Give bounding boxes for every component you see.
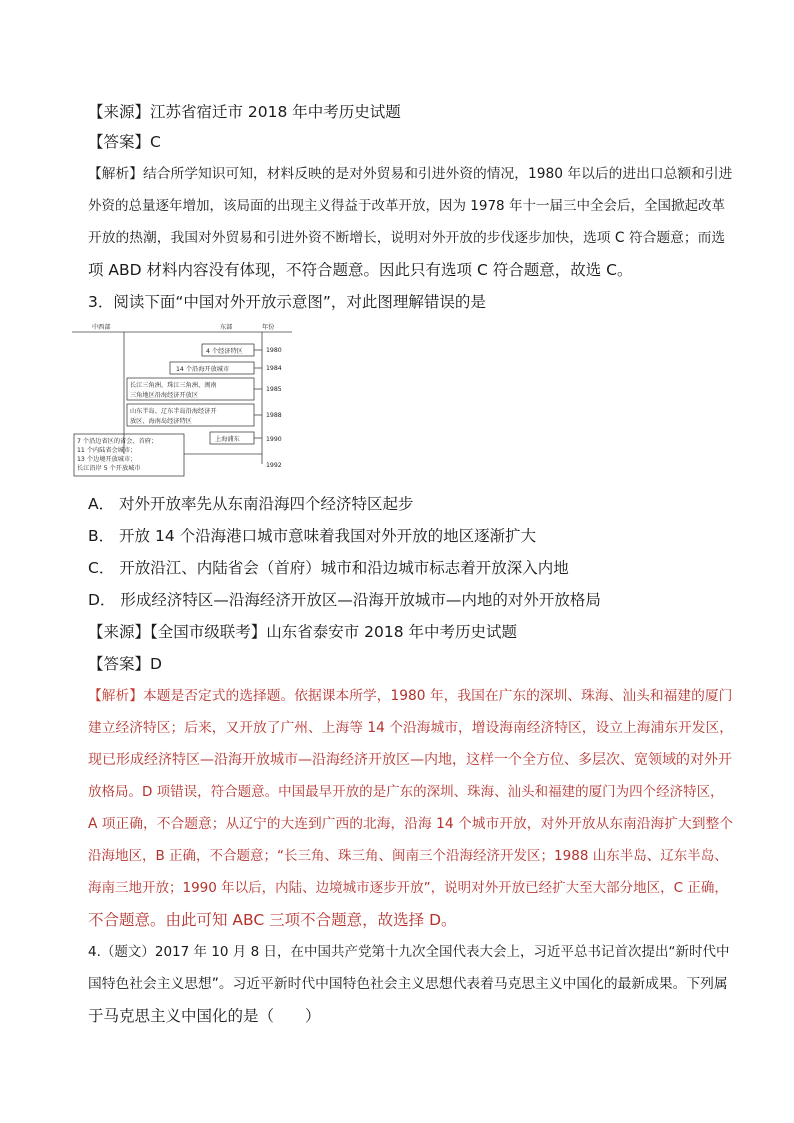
q2-analysis-text-1: 结合所学知识可知，材料反映的是对外贸易和引进外资的情况，1980 年以后的进出口总额和引进 (143, 166, 733, 182)
box-4-zones-label: 4 个经济特区 (206, 348, 243, 355)
year-1992: 1992 (266, 462, 282, 469)
q3-answer: 【答案】D (88, 655, 162, 673)
q3-stem: 3．阅读下面“中国对外开放示意图”，对此图理解错误的是 (88, 293, 486, 311)
box-1985-line-2: 三角地区沿海经济开放区 (130, 392, 199, 399)
q3-option-c: C． 开放沿江、内陆省会（首府）城市和沿边城市标志着开放深入内地 (88, 559, 569, 577)
q2-source: 【来源】江苏省宿迁市 2018 年中考历史试题 (88, 103, 401, 121)
year-1984: 1984 (266, 365, 282, 372)
box-pudong-label: 上海浦东 (215, 436, 240, 443)
diagram-col-midwest: 中西部 (92, 324, 111, 331)
q3-analysis-line-7: 海南三地开放；1990 年以后，内陆、边境城市逐步开放”，说明对外开放已经扩大至大部分地区，C 正确， (88, 880, 728, 896)
q3-analysis-line-3: 现已形成经济特区—沿海开放城市—沿海经济开放区—内地，这样一个全方位、多层次、宽领域的对外开 (88, 752, 732, 768)
q3-analysis-line-1 (88, 686, 732, 706)
q4-stem-line-3: 于马克思主义中国化的是（ ） (88, 1007, 321, 1025)
box-1988-line-1: 山东半岛、辽东半岛沿海经济开 (130, 408, 217, 415)
box-1992-line-4: 长江沿岸 5 个开放城市 (77, 465, 141, 472)
box-14-cities-label: 14 个沿海开放城市 (176, 366, 230, 373)
q3-analysis-line-4: 放格局。D 项错误，符合题意。中国最早开放的是广东的深圳、珠海、汕头和福建的厦门为四个经济特区， (88, 784, 724, 800)
q2-answer: 【答案】C (88, 133, 161, 151)
diagram-col-year: 年份 (262, 324, 275, 331)
q3-option-a: A． 对外开放率先从东南沿海四个经济特区起步 (88, 495, 414, 513)
diagram-col-east: 东部 (220, 324, 233, 331)
q3-analysis-line-8: 不合题意。由此可知 ABC 三项不合题意，故选择 D。 (88, 911, 457, 929)
q2-analysis-tag: 【解析】 (88, 166, 144, 182)
year-1988: 1988 (266, 412, 282, 419)
q4-stem-line-1: 4.（题文）2017 年 10 月 8 日，在中国共产党第十九次全国代表大会上，习近平总书记首次提出“新时代中 (88, 944, 730, 960)
q2-analysis-line-3: 开放的热潮，我国对外贸易和引进外资不断增长，说明对外开放的步伐逐步加快，选项 C 符合题意；而选 (88, 230, 726, 246)
q3-option-b: B． 开放 14 个沿海港口城市意味着我国对外开放的地区逐渐扩大 (88, 527, 537, 545)
year-1985: 1985 (266, 386, 282, 393)
q3-analysis-tag: 【解析】 (88, 688, 144, 704)
q4-stem-line-2: 国特色社会主义思想”。习近平新时代中国特色社会主义思想代表着马克思主义中国化的最新成果。下列属 (88, 976, 728, 992)
box-1992-line-2: 11 个内陆省会城市； (77, 447, 137, 454)
q2-analysis-line-1 (88, 164, 732, 184)
q2-analysis-line-4: 项 ABD 材料内容没有体现，不符合题意。因此只有选项 C 符合题意，故选 C。 (88, 261, 633, 279)
q3-analysis-line-6: 沿海地区，B 正确，不合题意；“长三角、珠三角、闽南三个沿海经济开发区；1988 山东半岛、辽东半岛、 (88, 848, 728, 864)
q3-option-d: D． 形成经济特区—沿海经济开放区—沿海开放城市—内地的对外开放格局 (88, 591, 601, 609)
q3-analysis-text-1: 本题是否定式的选择题。依据课本所学，1980 年，我国在广东的深圳、珠海、汕头和福建的厦门 (143, 688, 733, 704)
q3-analysis-line-5: A 项正确，不合题意；从辽宁的大连到广西的北海，沿海 14 个城市开放，对外开放从东南沿海扩大到整个 (88, 816, 734, 832)
q3-source: 【来源】【全国市级联考】山东省泰安市 2018 年中考历史试题 (88, 623, 518, 641)
q2-analysis-line-2: 外资的总量逐年增加，该局面的出现主义得益于改革开放，因为 1978 年十一届三中全会后，全国掀起改革 (88, 198, 725, 214)
box-1992-line-1: 7 个沿边省区的省会、首府； (77, 438, 158, 445)
year-1980: 1980 (266, 347, 282, 354)
box-1985-line-1: 长江三角洲、珠江三角洲、闽南 (130, 382, 217, 389)
year-1990: 1990 (266, 436, 282, 443)
box-1992-line-3: 13 个边境开放城市； (77, 456, 137, 463)
opening-up-diagram (72, 322, 292, 478)
box-1988-line-2: 放区、海南岛经济特区 (130, 418, 192, 425)
q3-analysis-line-2: 建立经济特区；后来，又开放了广州、上海等 14 个沿海城市，增设海南经济特区，设立上海浦东开发区， (88, 720, 733, 736)
